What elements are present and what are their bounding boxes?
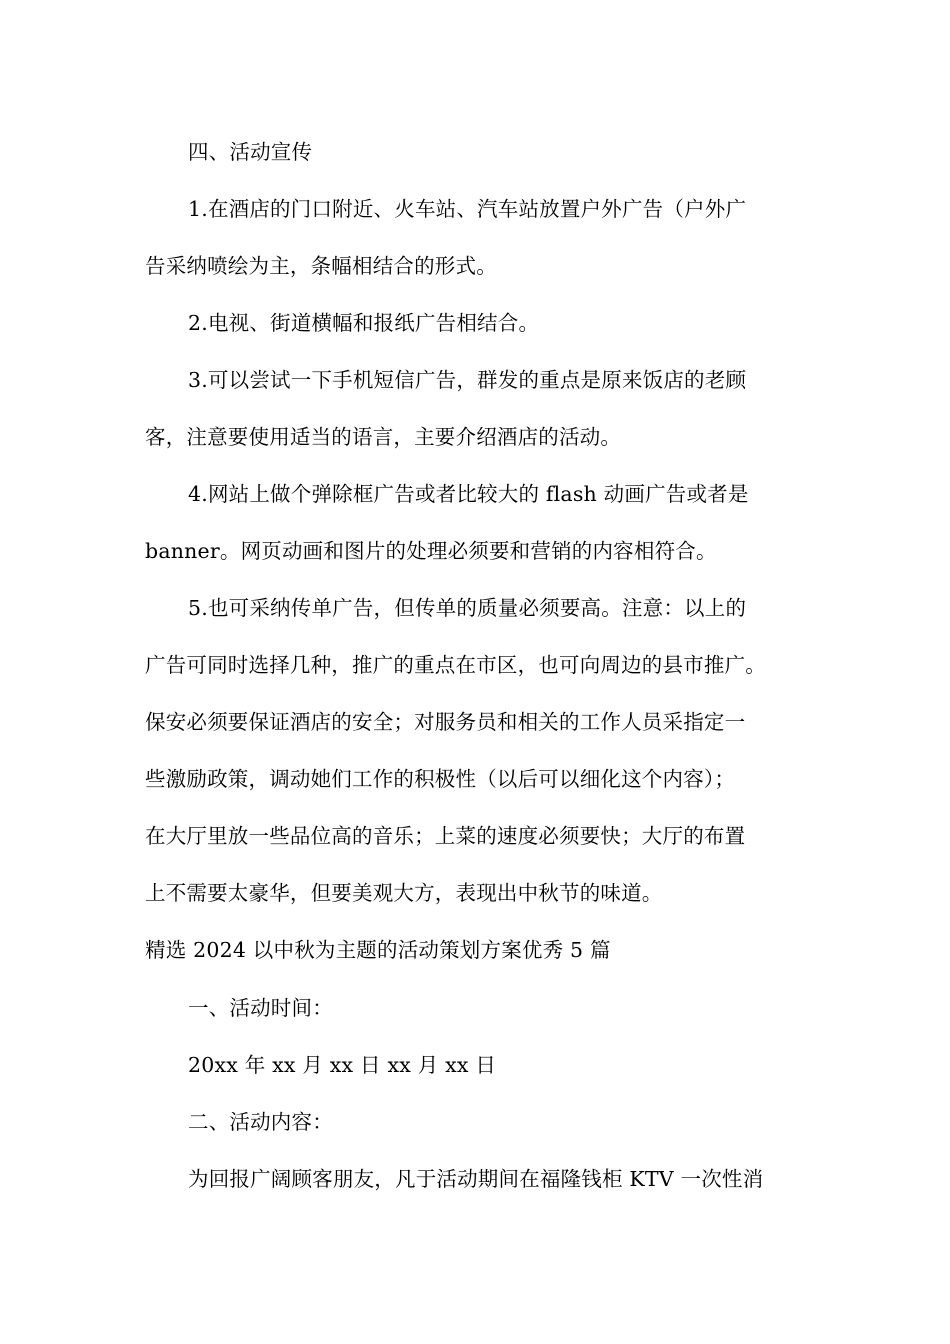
document-title: 精选 2024 以中秋为主题的活动策划方案优秀 5 篇 xyxy=(145,938,611,962)
section-heading-content: 二、活动内容： xyxy=(188,1110,333,1134)
paragraph-line: 在大厅里放一些品位高的音乐；上菜的速度必须要快；大厅的布置 xyxy=(145,824,746,848)
section-heading-time: 一、活动时间： xyxy=(188,996,333,1020)
paragraph-line: 客，注意要使用适当的语言，主要介绍酒店的活动。 xyxy=(145,425,622,449)
paragraph-line: 为回报广阔顾客朋友，凡于活动期间在福隆钱柜 KTV 一次性消 xyxy=(188,1167,764,1191)
paragraph-line: 告采纳喷绘为主，条幅相结合的形式。 xyxy=(145,254,497,278)
section-heading-publicity: 四、活动宣传 xyxy=(188,140,313,164)
paragraph-line: 5.也可采纳传单广告，但传单的质量必须要高。注意：以上的 xyxy=(188,596,747,620)
paragraph-line: 1.在酒店的门口附近、火车站、汽车站放置户外广告（户外广 xyxy=(188,197,747,221)
paragraph-line: 保安必须要保证酒店的安全；对服务员和相关的工作人员采指定一 xyxy=(145,710,746,734)
paragraph-line: banner。网页动画和图片的处理必须要和营销的内容相符合。 xyxy=(145,539,717,563)
paragraph-line: 上不需要太豪华，但要美观大方，表现出中秋节的味道。 xyxy=(145,881,663,905)
paragraph-line: 2.电视、街道横幅和报纸广告相结合。 xyxy=(188,311,540,335)
paragraph-line: 20xx 年 xx 月 xx 日 xx 月 xx 日 xyxy=(188,1053,497,1077)
paragraph-line: 些激励政策，调动她们工作的积极性（以后可以细化这个内容）； xyxy=(145,767,736,791)
paragraph-line: 3.可以尝试一下手机短信广告，群发的重点是原来饭店的老顾 xyxy=(188,368,747,392)
paragraph-line: 4.网站上做个弹除框广告或者比较大的 flash 动画广告或者是 xyxy=(188,482,749,506)
paragraph-line: 广告可同时选择几种，推广的重点在市区，也可向周边的县市推广。 xyxy=(145,653,766,677)
